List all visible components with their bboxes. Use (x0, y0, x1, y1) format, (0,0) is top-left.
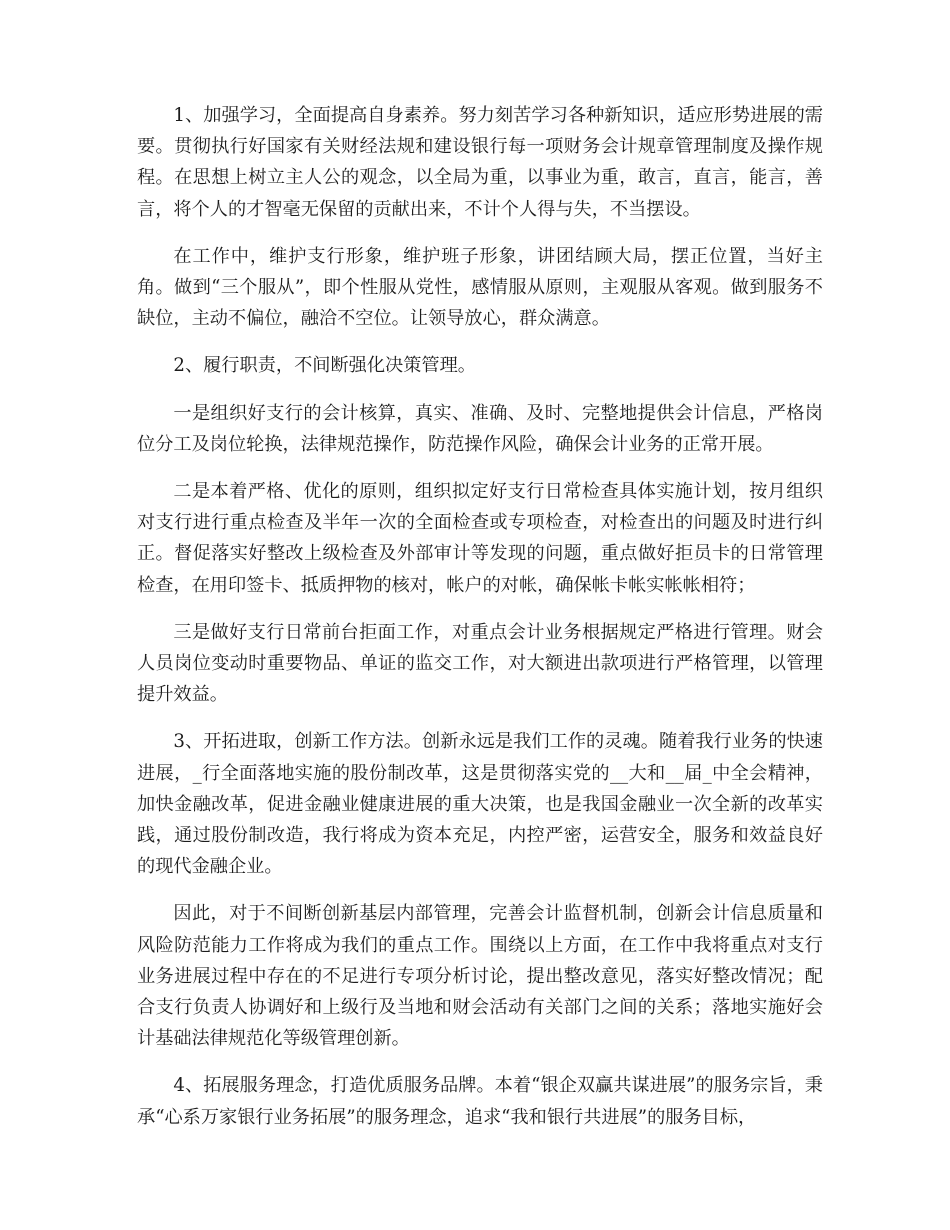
paragraph-5: 二是本着严格、优化的原则，组织拟定好支行日常检查具体实施计划，按月组织对支行进行重点检查及半年一次的全面检查或专项检查，对检查出的问题及时进行纠正。督促落实好整改上级检查及外部审计等发现的问题，重点做好拒员卡的日常管理检查，在用印签卡、抵质押物的核对，帐户的对帐，确保帐卡帐实帐帐相符； (137, 481, 823, 596)
paragraph-4: 一是组织好支行的会计核算，真实、准确、及时、完整地提供会计信息，严格岗位分工及岗位轮换，法律规范操作，防范操作风险，确保会计业务的正常开展。 (137, 402, 823, 455)
paragraph-8: 因此，对于不间断创新基层内部管理，完善会计监督机制，创新会计信息质量和风险防范能力工作将成为我们的重点工作。围绕以上方面，在工作中我将重点对支行业务进展过程中存在的不足进行专项分析讨论，提出整改意见，落实好整改情况；配合支行负责人协调好和上级行及当地和财会活动有关部门之间的关系；落地实施好会计基础法律规范化等级管理创新。 (137, 903, 823, 1050)
paragraph-6: 三是做好支行日常前台拒面工作，对重点会计业务根据规定严格进行管理。财会人员岗位变动时重要物品、单证的监交工作，对大额进出款项进行严格管理，以管理提升效益。 (137, 621, 823, 706)
paragraph-3: 2、履行职责，不间断强化决策管理。 (173, 355, 476, 377)
paragraph-9: 4、拓展服务理念，打造优质服务品牌。本着“银企双赢共谋进展”的服务宗旨，秉承“心系万家银行业务拓展”的服务理念，追求“我和银行共进展”的服务目标， (137, 1075, 823, 1128)
paragraph-1: 1、加强学习，全面提高自身素养。努力刻苦学习各种新知识，适应形势进展的需要。贯彻执行好国家有关财经法规和建设银行每一项财务会计规章管理制度及操作规程。在思想上树立主人公的观念，以全局为重，以事业为重，敢言，直言，能言，善言，将个人的才智毫无保留的贡献出来，不计个人得与失，不当摆设。 (137, 105, 823, 220)
document-page (137, 100, 823, 1149)
paragraph-7: 3、开拓进取，创新工作方法。创新永远是我们工作的灵魂。随着我行业务的快速进展，_行全面落地实施的股份制改革，这是贯彻落实党的__大和__届_中全会精神，加快金融改革，促进金融业健康进展的重大决策，也是我国金融业一次全新的改革实践，通过股份制改造，我行将成为资本充足，内控严密，运营安全，服务和效益良好的现代金融企业。 (137, 731, 823, 878)
paragraph-2: 在工作中，维护支行形象，维护班子形象，讲团结顾大局，摆正位置，当好主角。做到“三个服从”，即个性服从党性，感情服从原则，主观服从客观。做到服务不缺位，主动不偏位，融洽不空位。让领导放心，群众满意。 (137, 245, 823, 330)
